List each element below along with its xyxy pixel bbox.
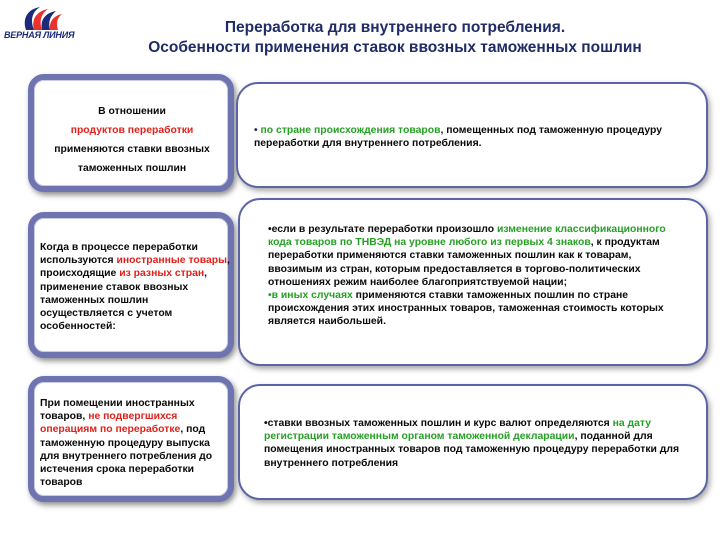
row3-left-part2: не подвергшихся операциям по переработке bbox=[40, 411, 181, 436]
row1-rest-text: , помещенных под таможенную процедуру переработки для внутреннего потребления. bbox=[254, 125, 663, 150]
title-line-1: Переработка для внутреннего потребления. bbox=[224, 19, 566, 36]
row3-text-b: , поданной для помещения иностранных товаров под таможенную процедуру переработки для внутреннего потребления bbox=[264, 431, 680, 469]
row2-bullet1 bbox=[268, 223, 686, 289]
row1-left-line3: применяются ставки ввозных bbox=[54, 144, 210, 155]
row1-left-text bbox=[36, 102, 228, 178]
title-line-2: Особенности применения ставок ввозных таможенных пошлин bbox=[148, 39, 642, 56]
row3-text-a: ставки ввозных таможенных пошлин и курс валют определяются bbox=[267, 418, 613, 429]
row2-bullet1-green: изменение классификационного кода товаров по ТНВЭД на уровне любого из первых 4 знаков bbox=[268, 224, 666, 249]
row2-bullet2 bbox=[268, 289, 686, 329]
row2-left-part4: из разных стран bbox=[119, 268, 205, 280]
row3-right-text bbox=[264, 417, 688, 470]
page-title bbox=[100, 18, 690, 58]
row3-left-part3: , под таможенную процедуру выпуска для внутреннего потребления до истечения срока переработки товаров bbox=[40, 424, 213, 489]
row2-left-part3: , происходящие bbox=[40, 255, 230, 280]
row2-left-part1: Когда в процессе переработки используются bbox=[40, 242, 198, 267]
row1-left-line1: В отношении bbox=[98, 106, 166, 117]
row2-left-text bbox=[40, 241, 230, 333]
row2-left-part2: иностранные товары bbox=[116, 255, 228, 267]
row1-green-text: по стране происхождения товаров bbox=[260, 125, 441, 136]
row1-left-line4: таможенных пошлин bbox=[77, 163, 187, 174]
row3-left-text bbox=[40, 397, 230, 489]
row2-bullet2-rest: применяются ставки таможенных пошлин по стране происхождения этих иностранных товаров, таможенная стоимость которых является наибольшей. bbox=[268, 290, 664, 328]
row3-green-text: на дату регистрации таможенным органом таможенной декларации bbox=[264, 418, 652, 443]
company-logo bbox=[4, 4, 80, 40]
row2-bullet2-green: в иных случаях bbox=[271, 290, 353, 302]
row3-bullet: • bbox=[264, 418, 268, 429]
row3-left-part1: При помещении иностранных товаров, bbox=[40, 398, 195, 423]
row2-bullet1-mark: • bbox=[268, 224, 272, 235]
row2-right-text bbox=[268, 223, 686, 329]
row2-bullet2-mark: • bbox=[268, 290, 272, 302]
row2-left-part5: , применение ставок ввозных таможенных пошлин осуществляется с учетом особенностей: bbox=[40, 268, 208, 333]
row1-right-text bbox=[254, 124, 684, 150]
row2-bullet1-text-b: , к продуктам переработки применяются ставки таможенных пошлин как к товарам, ввозимым из стран, которым предоставляется в торгово-политических отношениях режим наиболее благоприятствуемой нации; bbox=[268, 237, 660, 288]
row1-bullet: • bbox=[254, 125, 258, 136]
row1-left-line2: продуктов переработки bbox=[70, 125, 194, 136]
row2-bullet1-text-a: если в результате переработки произошло bbox=[271, 224, 497, 235]
logo-text: ВЕРНАЯ ЛИНИЯ bbox=[4, 30, 75, 40]
